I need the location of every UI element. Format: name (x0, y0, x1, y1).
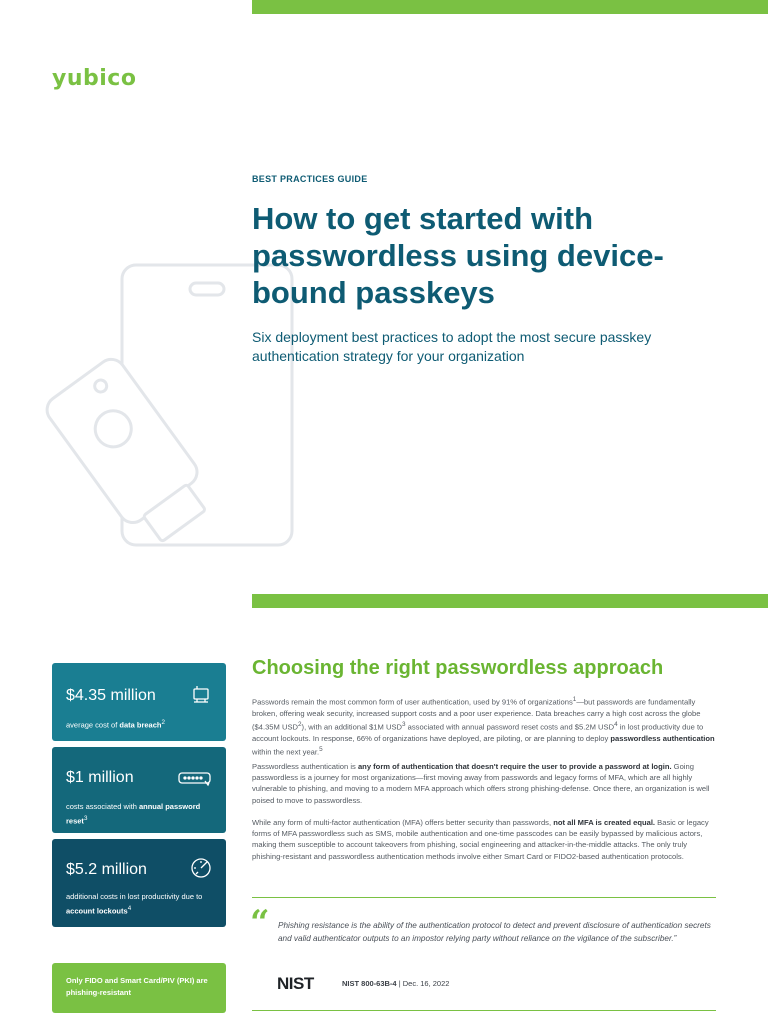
server-icon (190, 683, 212, 705)
quote-bottom-rule (252, 1010, 716, 1011)
page-subtitle: Six deployment best practices to adopt the most secure passkey authentication strategy for your organization (252, 329, 652, 364)
quote-mark-icon: “ (250, 903, 270, 943)
section-heading: Choosing the right passwordless approach (252, 657, 664, 679)
paragraph-mfa: While any form of multi-factor authentication (MFA) offers better security than passwords, not all MFA is created equal. Basic or legacy forms of MFA passwordless such as SMS, mobile authentication and one-time passcodes can be easily bypassed by malicious actors, making them susceptible to account takeovers from phishing, social engineering and attacker-in-the-middle attacks. The only truly phishing-resistant and passwordless authentication methods involve either Smart Card or FIDO2-based authentication protocols. (252, 818, 709, 861)
stat-card-password-reset (52, 747, 226, 833)
phishing-resistant-callout: Only FIDO and Smart Card/PIV (PKI) are phishing-resistant (52, 963, 226, 1013)
page-title: How to get started with passwordless using device-bound passkeys (252, 201, 664, 310)
stat-description: costs associated with annual password reset$^3$ (66, 802, 201, 826)
paragraph-passwords: Passwords remain the most common form of user authentication, used by 91% of organizations$^1$—but passwords are fundamentally broken, offering weak security, increased support costs and a poor user experience. Data breaches carry a high cost across the globe ($4.35M USD$^2$), with an additional $1M USD$^3$ associated with annual password reset costs and $5.2M USD$^4$ in lost productivity due to account lockouts. In response, 66% of organizations have deployed, are piloting, or are planning to deploy passwordless authentication within the next year.$^5$ (252, 696, 715, 757)
section-divider-bar (252, 594, 768, 608)
nist-quote: Phishing resistance is the ability of the authentication protocol to detect and prevent disclosure of authentication secrets and valid authenticator outputs to an impostor relying party without reliance on the vigilance of the subscriber.” (278, 921, 711, 943)
yubico-logo: yubico (52, 66, 137, 91)
stat-card-data-breach (52, 663, 226, 741)
top-accent-bar (252, 0, 768, 14)
svg-text:NIST: NIST (277, 975, 314, 991)
quote-top-rule (252, 897, 716, 898)
stat-amount: $4.35 million (66, 687, 156, 704)
stat-amount: $1 million (66, 769, 134, 786)
stat-card-account-lockouts (52, 839, 226, 927)
nist-logo (277, 975, 333, 991)
gauge-icon (190, 857, 212, 879)
stat-description: additional costs in lost productivity due to account lockouts$^4$ (66, 892, 203, 916)
eyebrow-label: BEST PRACTICES GUIDE (252, 174, 368, 184)
paragraph-passwordless-definition: Passwordless authentication is any form of authentication that doesn't require the user to provide a password at login. Going passwordless is a journey for most organizations—first moving away from passwords and legacy forms of MFA, which are all highly vulnerable to phishing, and moving to a modern MFA approach which offers strong phishing-defense. Once there, an organization is well poised to move to passwordless. (252, 762, 710, 805)
stat-description: average cost of data breach$^2$ (66, 719, 165, 730)
quote-citation: NIST 800-63B-4 | Dec. 16, 2022 (342, 979, 450, 988)
stat-amount: $5.2 million (66, 861, 147, 878)
password-field-icon (178, 767, 212, 789)
